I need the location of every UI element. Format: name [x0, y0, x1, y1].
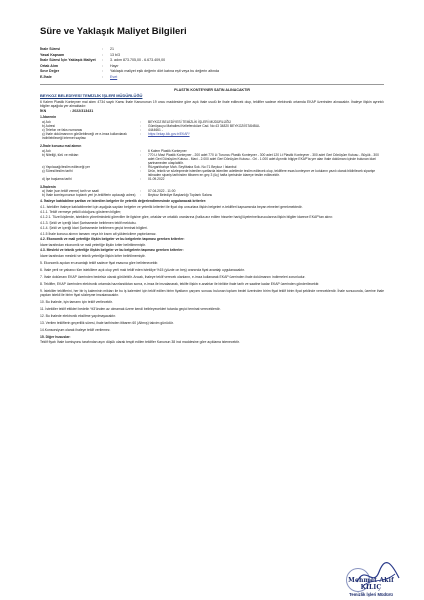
spacer: [40, 140, 384, 142]
s2-value: 6 Kalem Plastik Konteyner: [148, 148, 187, 153]
paragraph: 14.Konsorsiyum olarak ihaleye teklif verilemez.: [40, 328, 111, 333]
section-4-2-text: İdare tarafından ekonomik ve mali yeterliğe ilişkin kriter belirtilmemiştir.: [40, 242, 146, 247]
paragraph: 10. Bu ihalede, işin tamamı için teklif verilecektir.: [40, 300, 113, 305]
meta-key: Ortak Alım: [40, 63, 59, 68]
colon: :: [140, 124, 141, 129]
s3-row: [40, 193, 384, 197]
colon: :: [140, 148, 141, 153]
signature-title: Temizlik İşleri Müdürü: [349, 591, 393, 597]
meta-colon: :: [102, 47, 103, 51]
s2-row: [40, 169, 384, 177]
meta-colon: :: [102, 74, 103, 79]
meta-key: E-İhale: [40, 74, 52, 79]
s3-key: b) İhale komisyonunun toplantı yeri (e-tekliflerin açılacağı adres): [42, 193, 136, 198]
paragraph: 11. İstekliler teklif ettikleri bedelin %3'ünden az olmamak üzere kendi belirleyecekleri tutarda geçici teminat vereceklerdir.: [40, 307, 221, 312]
s1-row: [40, 132, 384, 140]
s2-value: Ürün, teknik ve sözleşmede istenilen şartlarda istenilen adetlerde teslim edilecek olup, tekliflere esas konteyner ve kutuların yazılı olarak bildirilecek siparişe istinaden sipariş tarihinden itibaren en geç 3 (üç) hafta içerisinde idareye teslim edilecektir.: [148, 168, 376, 178]
s2-key: b) Niteliği, türü ve miktarı: [42, 152, 79, 157]
meta-key: Yasal Kapsam: [40, 52, 65, 57]
meta-colon: :: [102, 58, 103, 63]
meta-key: İhale Süresi: [40, 47, 61, 51]
colon: :: [140, 168, 141, 173]
section-4-intro: 4.1. İstekliler ihaleye katılabilmeleri için aşağıda sayılan belgeler ve yeterlik kriterleri ile fiyat dışı unsurlara ilişkin belgeleri e-teklifleri kapsamında beyan etmeleri gerekmektedir.: [40, 204, 303, 209]
colon: :: [140, 164, 141, 169]
paragraph: 8. Teklifler, EKAP üzerinden elektronik ortamda hazırlandıktan sonra, e-imza ile imzalanarak, teklife ilişkin e-anahtar ile birlikte ihale tarih ve saatine kadar EKAP üzerinden gönderilecektir.: [40, 281, 320, 286]
meta-table: [40, 47, 384, 81]
s3-value: 07.04.2022 - 11:00: [148, 189, 176, 194]
ikn-key: İKN: [40, 109, 47, 114]
paragraph-other-matters: 15. Diğer hususlar:: [40, 335, 71, 339]
section-4-3-text: İdare tarafından mesleki ve teknik yeterliğe ilişkin kriter belirtilmemiştir.: [40, 253, 146, 258]
s2-key: d) İşe başlama tarihi: [42, 177, 72, 182]
paragraph: 9. İstekliler tekliflerini, her bir iş kaleminin miktarı ile bu iş kalemleri için teklif edilen birim fiyatların çarpımı sonucu bulunan toplam bedel üzerinden birim fiyat teklif birim fiyat şeklinde vereceklerdir. İhale sonucunda, üzerine ihale yapılan istekli ile birim fiyat sözleşme imzalanacaktır.: [40, 288, 384, 298]
s1-key: a) Adı: [42, 119, 51, 124]
page-title: Süre ve Yaklaşık Maliyet Bilgileri: [40, 26, 187, 37]
paragraph: 13. Verilen tekliflerin geçerlilik süresi, ihale tarihinden itibaren 60 (Altmış) takvim günüdür.: [40, 321, 174, 326]
colon: :: [140, 193, 141, 198]
section-4-item: 4.1.4. Şekli ve içeriği İdari Şartnamede belirlenen geçici teminat bilgileri.: [40, 226, 148, 231]
meta-colon: :: [102, 69, 103, 74]
s2-value: 01.09.2022: [148, 177, 165, 182]
meta-colon: :: [102, 52, 103, 57]
intro-text: 6 Kalem Plastik Konteyner mal alımı 4734 sayılı Kamu İhale Kanununun 19 uncu maddesine göre açık ihale usulü ile ihale edilecek olup, teklifler sadece elektronik ortamda EKAP üzerinden alınacaktır. İhaleye ilişkin ayrıntılı bilgiler aşağıda yer almaktadır:: [40, 99, 384, 108]
signature-block: [338, 577, 404, 597]
section-4-heading: 4. İhaleye katılabilme şartları ve istenilen belgeler ile yeterlik değerlendirmesinde uygulanacak kriterler:: [40, 199, 207, 204]
section-3-title: 3-İhalenin: [40, 184, 56, 189]
section-4-item: 4.1.2.1. Tüzel kişilerde, isteklinin yönetimindeki görevliler ile ilgisine göre, ortaklar ve ortaklık oranlarına (halka arz edilen hisseler hariç)/üyelerine/kurucularına ilişkin bilgiler idarece EKAP'tan alınır.: [40, 215, 334, 220]
e-ihale-link[interactable]: Evet: [110, 74, 118, 79]
notice-title: PLASTİK KONTEYNER SATIN ALINACAKTIR: [174, 87, 250, 92]
s2-key: a) Adı: [42, 148, 51, 153]
s2-row: [40, 153, 384, 165]
divider: [40, 84, 384, 85]
s2-value: 770 Lt Mavi Plastik Konteyner - 200 adet 770 Lt Turuncu Plastik Konteyner - 300 adet 120 Lt Plastik Konteyner - 300 adet Geri Dönüşüm Kutusu - Büyük - 300 adet Geri Dönüşüm Kutusu - Mavi - 2.000 adet Geri Dönüşüm Kutusu - Gri - 1.000 adet Ayrıntılı bilgiye EKAP'ta yer alan ihale dokümanı içinde bulunan idari şartnameden ulaşılabilir.: [148, 152, 379, 165]
colon: :: [140, 152, 141, 157]
paragraph: 7. İhale dokümanı EKAP üzerinden bedelsiz olarak görülebilir. Ancak, ihaleye teklif verecek olanların, e-imza kullanarak EKAP üzerinden ihale dokümanını indirmeleri zorunludur.: [40, 274, 306, 279]
org-title: BEYKOZ BELEDİYESİ TEMİZLİK İŞLERİ MÜDÜRLÜĞÜ: [40, 92, 143, 98]
meta-value: 3. adım 873.705,00 - 6.673.409,00: [110, 58, 166, 63]
s1-value: Gümüşsuyu Mahallesi Kelleferoküze Cad. No:43 34820 BEYKOZ/İSTANBUL: [148, 124, 261, 129]
colon: :: [140, 128, 141, 133]
meta-key: İhale Süresi İçin Yaklaşık Maliyet: [40, 58, 96, 63]
s1-key: c) Telefon ve faks numarası: [42, 128, 83, 133]
paragraph: Teklif fiyatı İhale komisyonu tarafından aşırı düşük olarak tespit edilen teklifler Kanunun 38 inci maddesine göre açıklama istenecektir.: [40, 340, 240, 345]
paragraph: 5. Ekonomik açıdan en avantajlı teklif sadece fiyat esasına göre belirlenecektir.: [40, 260, 159, 265]
s3-value: Beykoz Belediye Başkanlığı Toplantı Salonu: [148, 193, 213, 198]
section-4-item: 4.1.5 İhale konusu alımın tamamı veya bir kısmı alt yüklenicilere yaptırılamaz.: [40, 231, 157, 236]
meta-value: Hayır: [110, 63, 119, 68]
paragraph: 12. Bu ihalede elektronik eksiltme yapılmayacaktır.: [40, 314, 116, 319]
colon: :: [140, 189, 141, 194]
spacer: [40, 181, 384, 183]
s1-value: 4444661 -: [148, 128, 163, 133]
colon: :: [140, 132, 141, 137]
section-1-title: 1-İdarenin: [40, 115, 57, 120]
ikn-row: [40, 109, 384, 113]
s2-row: [40, 177, 384, 181]
colon: :: [140, 119, 141, 124]
s3-key: a) İhale (son teklif verme) tarih ve saati: [42, 189, 99, 194]
ikn-colon: :: [70, 109, 73, 114]
paragraph: 6. İhale yerli ve yabancı tüm isteklilere açık olup yerli malı teklif eden istekliye %15 (yüzde on beş) oranında fiyat avantajı uygulanacaktır.: [40, 267, 245, 272]
colon: :: [140, 177, 141, 182]
section-4-item: 4.1.1. Teklif vermeye yetkili olduğunu gösteren bilgiler;: [40, 210, 122, 214]
meta-value: Yaklaşık maliyet eşik değerin dört katına eşit veya bu değerin altında: [110, 69, 220, 74]
s2-key: ç) Süresi/teslim tarihi: [42, 168, 73, 173]
ekap-link[interactable]: https://ekap.kik.gov.tr/EKAP/: [148, 132, 190, 137]
s2-value: Rüzgarlıbahçe Mah. Seyfibaba Sok. No:71 Beykoz / İstanbul: [148, 164, 237, 169]
meta-colon: :: [102, 63, 103, 68]
meta-value: 21: [110, 47, 114, 51]
s2-key: c) Yapılacağı/teslim edileceği yer: [42, 164, 90, 169]
meta-row-e-ihale: [40, 75, 384, 81]
signature-name: Mehmet Akif KILIÇ: [348, 577, 394, 591]
section-4-item: 4.1.3. Şekli ve içeriği İdari Şartnamede belirlenen teklif mektubu.: [40, 220, 137, 225]
s1-key: b) Adresi: [42, 124, 56, 129]
section-4-3-heading: 4.3. Mesleki ve teknik yeterliğe ilişkin belgeler ve bu belgelerin taşıması gereken kriterler:: [40, 248, 184, 253]
meta-key: Sınır Değer: [40, 69, 60, 74]
ikn-value: 2022/313431: [72, 109, 94, 114]
section-2-title: 2-İhale konusu mal alımın: [40, 143, 82, 148]
section-4-2-heading: 4.2. Ekonomik ve mali yeterliğe ilişkin belgeler ve bu belgelerin taşıması gereken kriterler:: [40, 237, 185, 242]
s1-key: ç) İhale dokümanının görülebileceği ve e-imza kullanılarak indirilebileceği internet sayfası: [42, 132, 127, 141]
meta-value: 13 b/3: [110, 52, 120, 57]
s1-value: BEYKOZ BELEDİYESİ TEMİZLİK İŞLERİ MÜDÜRLÜĞÜ: [148, 119, 231, 124]
